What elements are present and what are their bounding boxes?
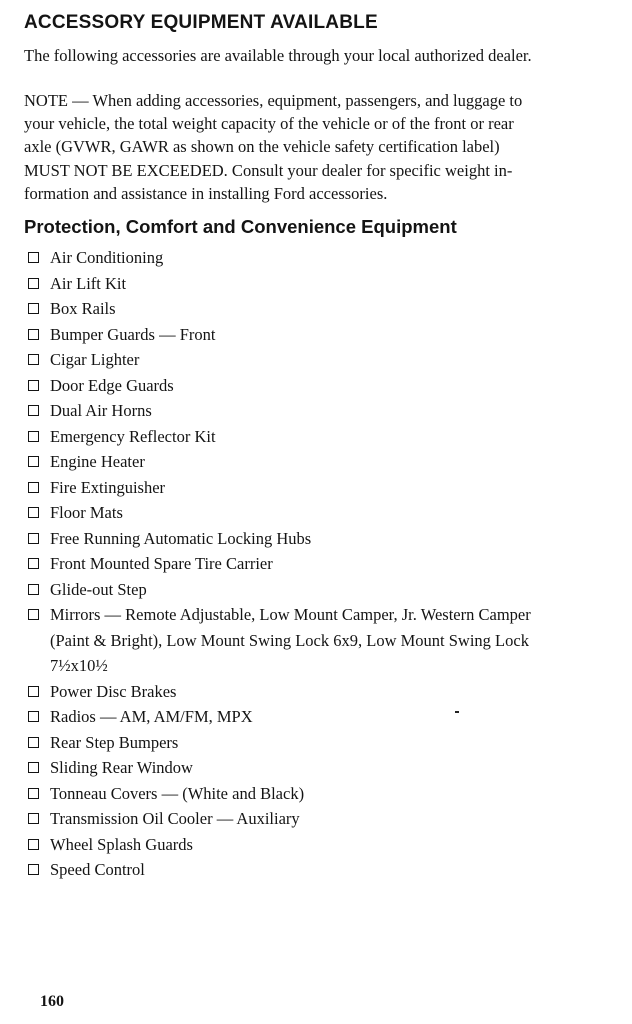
item-label: Wheel Splash Guards [50, 834, 193, 854]
list-item [28, 806, 628, 832]
list-item [28, 398, 628, 424]
list-item [28, 755, 628, 781]
item-label: Engine Heater [50, 452, 145, 471]
page-title: ACCESSORY EQUIPMENT AVAILABLE [24, 12, 378, 33]
note-line: formation and assistance in installing Ford accessories. [24, 183, 388, 203]
list-item [28, 245, 628, 271]
checkbox-icon [28, 813, 39, 824]
checkbox-icon [28, 737, 39, 748]
list-item [28, 373, 628, 399]
list-item [28, 296, 628, 322]
list-item [28, 271, 628, 297]
accessory-checklist [28, 245, 628, 883]
item-label: Front Mounted Spare Tire Carrier [50, 554, 273, 573]
section-heading: Protection, Comfort and Convenience Equipment [24, 216, 457, 237]
list-item [28, 577, 628, 603]
checkbox-icon [28, 533, 39, 544]
item-label-continuation: 7½x10½ [50, 656, 108, 675]
checkbox-icon [28, 456, 39, 467]
list-item [28, 857, 628, 883]
list-item [28, 347, 628, 373]
checkbox-icon [28, 686, 39, 697]
item-label: Glide-out Step [50, 579, 147, 599]
item-label: Door Edge Guards [50, 375, 174, 395]
item-label: Box Rails [50, 299, 116, 318]
list-item [28, 322, 628, 348]
list-item [28, 679, 628, 705]
checkbox-icon [28, 558, 39, 569]
checkbox-icon [28, 839, 39, 850]
list-item [28, 449, 628, 475]
checkbox-icon [28, 329, 39, 340]
item-label: Power Disc Brakes [50, 681, 177, 701]
checkbox-icon [28, 762, 39, 773]
item-label: Tonneau Covers — (White and Black) [50, 783, 305, 803]
note-line: axle (GVWR, GAWR as shown on the vehicle safety certification label) [24, 137, 500, 157]
list-item [28, 424, 628, 450]
checkbox-icon [28, 278, 39, 289]
item-label: Free Running Automatic Locking Hubs [50, 528, 312, 548]
checkbox-icon [28, 354, 39, 365]
checkbox-icon [28, 380, 39, 391]
item-label: Transmission Oil Cooler — Auxiliary [50, 809, 300, 828]
item-label: Air Conditioning [50, 248, 164, 267]
checkbox-icon [28, 584, 39, 595]
list-item [28, 526, 628, 552]
item-label: Speed Control [50, 860, 145, 879]
list-item [28, 832, 628, 858]
item-label: Cigar Lighter [50, 350, 140, 369]
item-label: Radios — AM, AM/FM, MPX [50, 707, 253, 726]
item-label: Sliding Rear Window [50, 758, 193, 777]
weight-note [24, 89, 614, 205]
checkbox-icon [28, 405, 39, 416]
note-line: MUST NOT BE EXCEEDED. Consult your dealer for specific weight in- [24, 160, 513, 180]
item-label: Air Lift Kit [50, 273, 127, 293]
checkbox-icon [28, 711, 39, 722]
checkbox-icon [28, 431, 39, 442]
checkbox-icon [28, 788, 39, 799]
list-item [28, 704, 628, 730]
list-item [28, 500, 628, 526]
list-item-mirrors [28, 602, 628, 679]
list-item [28, 551, 628, 577]
list-item [28, 475, 628, 501]
item-label: Bumper Guards — Front [50, 324, 216, 344]
list-item [28, 730, 628, 756]
checkbox-icon [28, 303, 39, 314]
item-label: Rear Step Bumpers [50, 732, 179, 752]
item-label-continuation: (Paint & Bright), Low Mount Swing Lock 6x9, Low Mount Swing Lock [50, 630, 529, 650]
checkbox-icon [28, 252, 39, 263]
item-label: Mirrors — Remote Adjustable, Low Mount Camper, Jr. Western Camper [50, 605, 531, 624]
note-line: your vehicle, the total weight capacity of the vehicle or of the front or rear [24, 114, 514, 134]
item-label: Dual Air Horns [50, 401, 152, 420]
page-number: 160 [40, 993, 64, 1010]
item-label: Emergency Reflector Kit [50, 426, 216, 446]
note-line: NOTE — When adding accessories, equipment, passengers, and luggage to [24, 91, 523, 110]
item-label: Floor Mats [50, 503, 123, 522]
print-speck [455, 711, 459, 713]
intro-text: The following accessories are available through your local authorized dealer. [24, 46, 532, 65]
checkbox-icon [28, 482, 39, 493]
checkbox-icon [28, 507, 39, 518]
item-label: Fire Extinguisher [50, 477, 166, 497]
list-item [28, 781, 628, 807]
checkbox-icon [28, 864, 39, 875]
checkbox-icon [28, 609, 39, 620]
